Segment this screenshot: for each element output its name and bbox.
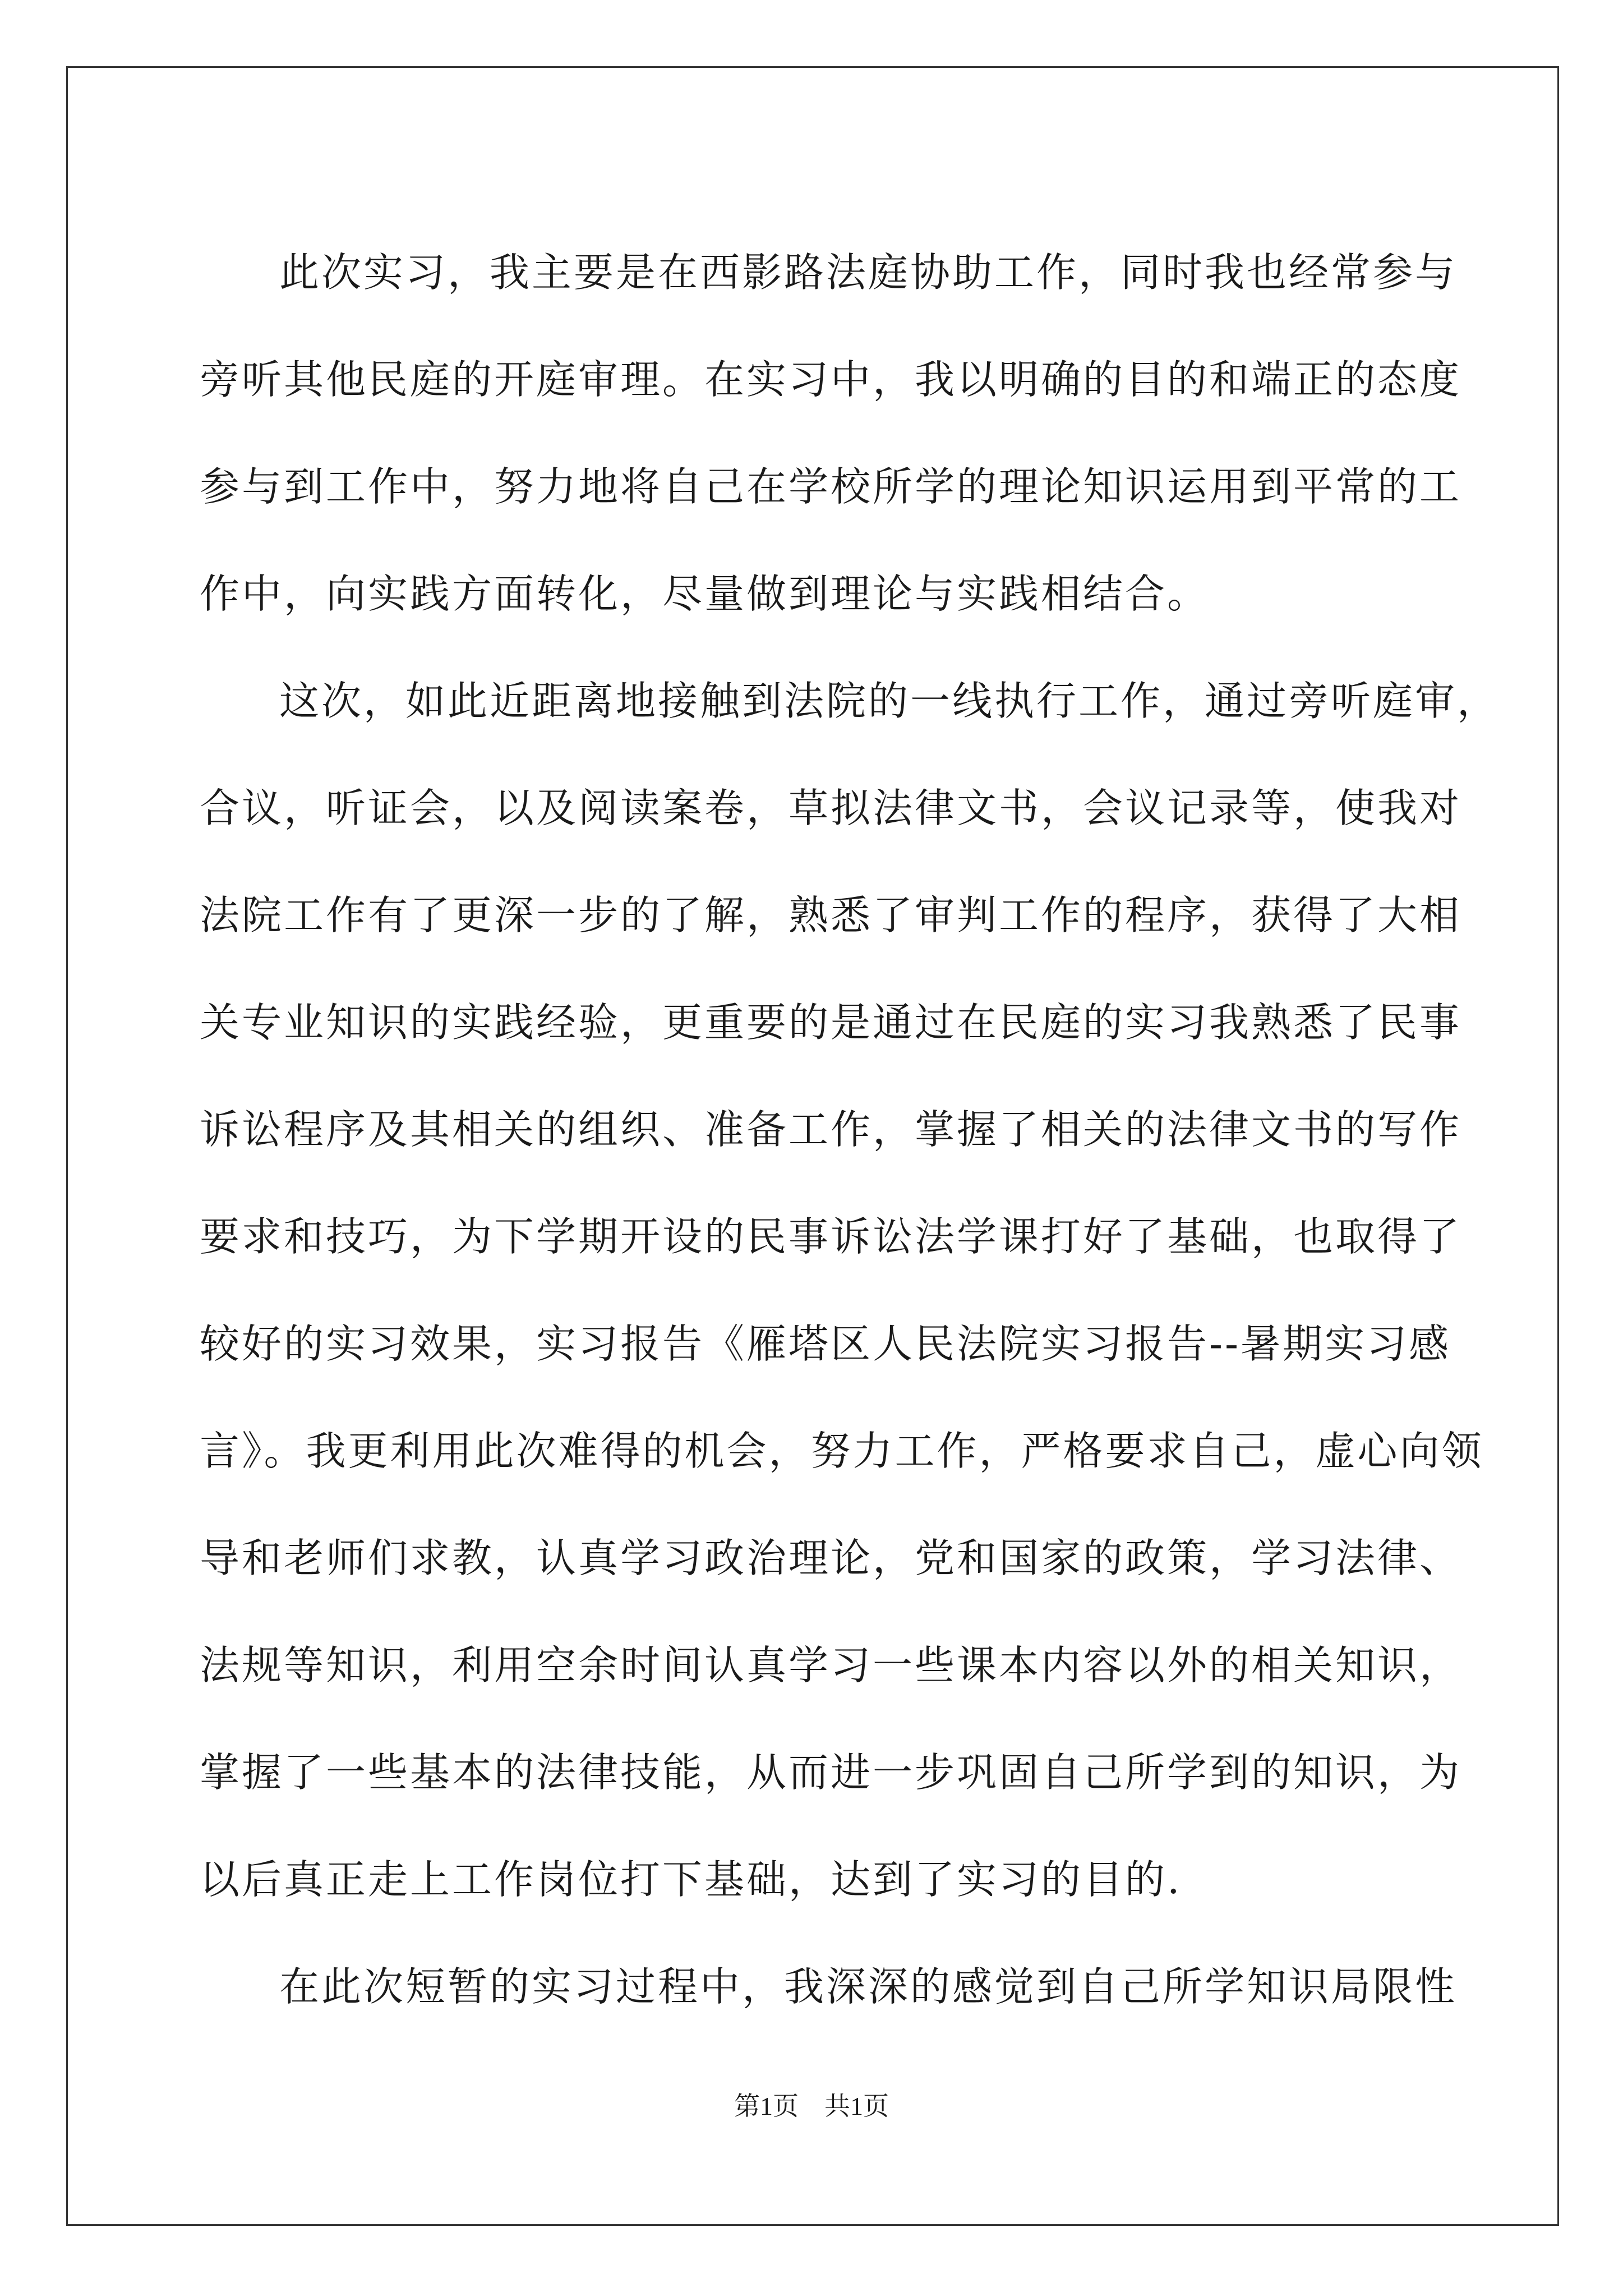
text-line: 参与到工作中，努力地将自己在学校所学的理论知识运用到平常的工 [200,463,1462,510]
text-line: 诉讼程序及其相关的组织、准备工作，掌握了相关的法律文书的写作 [200,1106,1462,1153]
page-total: 共1页 [824,2092,889,2120]
paragraph-2 [200,647,1500,1933]
text-line: 在此次短暂的实习过程中，我深深的感觉到自己所学知识局限性 [279,1963,1458,2010]
paragraph-1 [200,219,1462,647]
text-line: 以后真正走上工作岗位打下基础，达到了实习的目的. [200,1856,1182,1903]
text-line: 要求和技巧，为下学期开设的民事诉讼法学课打好了基础，也取得了 [200,1213,1462,1260]
text-line: 掌握了一些基本的法律技能，从而进一步巩固自己所学到的知识，为 [200,1749,1462,1796]
text-line: 合议，听证会，以及阅读案卷，草拟法律文书，会议记录等，使我对 [200,785,1462,831]
text-line: 作中，向实践方面转化，尽量做到理论与实践相结合。 [200,570,1210,617]
document-body [200,219,1500,2040]
text-line: 旁听其他民庭的开庭审理。在实习中，我以明确的目的和端正的态度 [200,356,1462,403]
paragraph-3 [200,1933,1458,2040]
text-line: 此次实习，我主要是在西影路法庭协助工作，同时我也经常参与 [279,249,1458,296]
page-number: 第1页 [734,2092,799,2120]
text-line: 法院工作有了更深一步的了解，熟悉了审判工作的程序，获得了大相 [200,892,1462,938]
text-line: 言》。我更利用此次难得的机会，努力工作，严格要求自己，虚心向领 [200,1428,1484,1474]
text-line: 这次，如此近距离地接触到法院的一线执行工作，通过旁听庭审， [279,678,1500,724]
page-footer [0,2086,1623,2123]
text-line: 导和老师们求教，认真学习政治理论，党和国家的政策，学习法律、 [200,1535,1462,1581]
text-line: 较好的实习效果，实习报告《雁塔区人民法院实习报告--暑期实习感 [200,1320,1451,1367]
text-line: 法规等知识，利用空余时间认真学习一些课本内容以外的相关知识， [200,1642,1462,1688]
text-line: 关专业知识的实践经验，更重要的是通过在民庭的实习我熟悉了民事 [200,999,1462,1046]
